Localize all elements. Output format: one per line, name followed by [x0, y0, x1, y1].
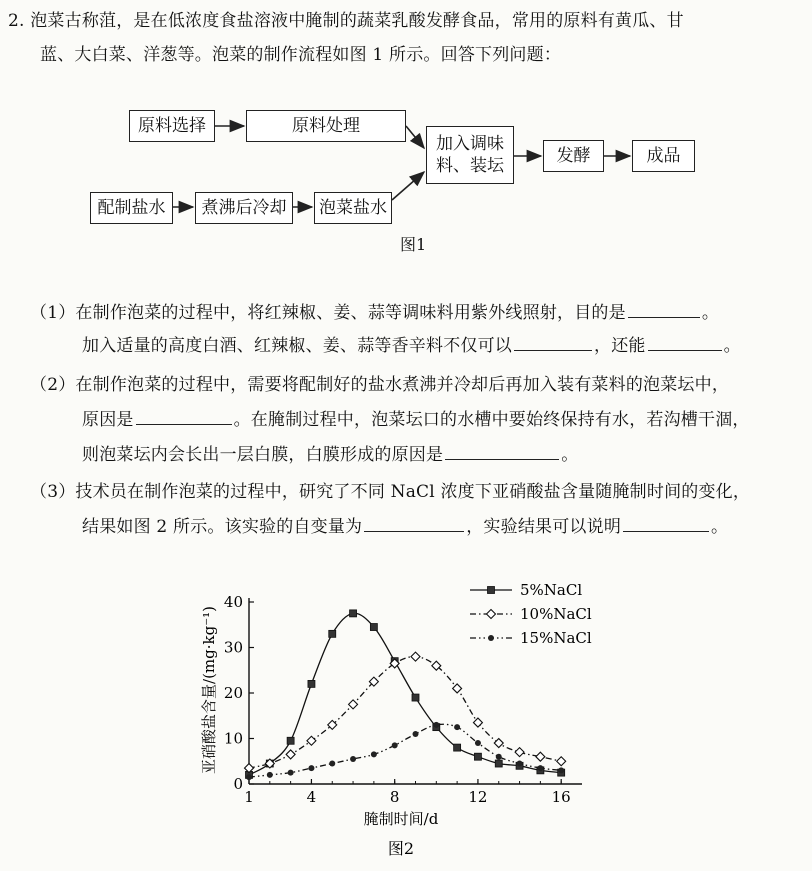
- q2-end: 。: [561, 445, 579, 465]
- data-point-10pct: [411, 652, 420, 661]
- q2-text-3: 则泡菜坛内会长出一层白膜，白膜形成的原因是: [82, 445, 444, 465]
- data-point-10pct: [494, 739, 503, 748]
- data-point-15pct: [433, 722, 439, 728]
- data-point-5pct: [329, 630, 336, 637]
- x-tick-label: 8: [389, 788, 400, 806]
- data-point-15pct: [246, 774, 252, 780]
- y-tick-label: 40: [223, 593, 243, 611]
- answer-blank-5[interactable]: [445, 445, 559, 460]
- x-tick-label: 12: [468, 788, 488, 806]
- x-tick-label: 1: [244, 788, 254, 806]
- data-point-5pct: [308, 680, 315, 687]
- x-tick-label: 16: [551, 788, 571, 806]
- answer-blank-7[interactable]: [623, 517, 709, 532]
- data-point-15pct: [558, 767, 564, 773]
- data-point-15pct: [496, 754, 502, 760]
- figure-1-caption: 图1: [400, 235, 427, 254]
- q1-text-2: 加入适量的高度白酒、红辣椒、姜、蒜等香辛料不仅可以: [82, 336, 512, 356]
- data-point-15pct: [329, 761, 335, 767]
- chart-axes: [224, 593, 582, 806]
- data-point-10pct: [286, 750, 295, 759]
- flow-box-pickle-brine: 泡菜盐水: [314, 192, 392, 224]
- data-point-15pct: [371, 751, 377, 757]
- data-point-5pct: [350, 610, 357, 617]
- data-point-10pct: [557, 757, 566, 766]
- answer-blank-2[interactable]: [514, 336, 592, 351]
- chart-x-axis-label: 腌制时间/d: [363, 810, 439, 828]
- q1-text-3: ，还能: [594, 336, 646, 356]
- data-point-15pct: [537, 765, 543, 771]
- legend-label: 10%NaCl: [520, 605, 592, 623]
- y-tick-label: 20: [223, 684, 243, 702]
- q1-end-2: 。: [723, 336, 741, 356]
- q3-line-1: （3）技术员在制作泡菜的过程中，研究了不同 NaCl 浓度下亚硝酸盐含量随腌制时间的变化，: [30, 482, 751, 502]
- data-point-15pct: [308, 765, 314, 771]
- legend-label: 5%NaCl: [520, 581, 583, 599]
- flow-box-raw-process: 原料处理: [246, 110, 406, 142]
- data-point-10pct: [536, 752, 545, 761]
- q2-line-2: [82, 405, 750, 430]
- data-point-10pct: [349, 700, 358, 709]
- q2-text-1: 原因是: [82, 410, 134, 430]
- q3-text-2: ，实验结果可以说明: [466, 517, 622, 537]
- y-tick-label: 30: [223, 638, 243, 657]
- answer-blank-1[interactable]: [628, 303, 700, 318]
- flow-box-brine-prepare: 配制盐水: [90, 192, 173, 224]
- data-point-15pct: [350, 756, 356, 762]
- flow-box-product: 成品: [632, 140, 695, 172]
- q2-line-3: [82, 440, 578, 465]
- data-point-15pct: [454, 724, 460, 730]
- q2-text-2: 。在腌制过程中，泡菜坛口的水槽中要始终保持有水，若沟槽干涸，: [233, 410, 750, 430]
- chart-legend: [470, 581, 592, 647]
- q1-line-2: [82, 331, 741, 356]
- data-point-15pct: [267, 772, 273, 778]
- y-tick-label: 0: [233, 775, 243, 793]
- answer-blank-4[interactable]: [136, 410, 232, 425]
- data-point-15pct: [488, 635, 494, 641]
- flow-box-raw-select: 原料选择: [129, 110, 215, 142]
- y-tick-label: 10: [223, 729, 243, 748]
- data-point-10pct: [453, 684, 462, 693]
- data-point-5pct: [287, 737, 294, 744]
- q1-line-1: [30, 298, 719, 323]
- data-point-5pct: [488, 587, 495, 594]
- q3-end: 。: [711, 517, 729, 537]
- q1-end-1: 。: [701, 303, 720, 323]
- data-point-5pct: [454, 744, 461, 751]
- data-point-5pct: [370, 624, 377, 631]
- q1-text-1: （1）在制作泡菜的过程中，将红辣椒、姜、蒜等调味料用紫外线照射，目的是: [30, 303, 626, 323]
- flow-box-add-seasoning-line-1: 加入调味: [436, 134, 504, 154]
- q3-line-2: [82, 512, 728, 537]
- figure-2-caption: 图2: [387, 839, 415, 858]
- chart-series: [245, 610, 566, 780]
- question-number: 2.: [8, 11, 25, 31]
- data-point-10pct: [307, 736, 316, 745]
- x-tick-label: 4: [306, 788, 317, 806]
- data-point-15pct: [288, 770, 294, 776]
- data-point-10pct: [473, 718, 482, 727]
- answer-blank-6[interactable]: [364, 517, 464, 532]
- data-point-5pct: [474, 753, 481, 760]
- flow-box-add-seasoning: [426, 126, 514, 184]
- data-point-15pct: [475, 740, 481, 746]
- data-point-5pct: [495, 760, 502, 767]
- data-point-5pct: [412, 694, 419, 701]
- flow-box-ferment: 发酵: [543, 140, 604, 172]
- chart-y-axis-label: 亚硝酸盐含量/(mg·kg⁻¹): [200, 606, 218, 774]
- data-point-15pct: [413, 731, 419, 737]
- question-intro-line-2: 蓝、大白菜、洋葱等。泡菜的制作流程如图 1 所示。回答下列问题：: [40, 45, 562, 65]
- flow-box-add-seasoning-line-2: 料、装坛: [436, 156, 504, 176]
- data-point-10pct: [515, 748, 524, 757]
- data-point-10pct: [487, 610, 496, 619]
- q3-text-1: 结果如图 2 所示。该实验的自变量为: [82, 517, 363, 537]
- question-intro-text: 泡菜古称菹，是在低浓度食盐溶液中腌制的蔬菜乳酸发酵食品，常用的原料有黄瓜、甘: [30, 11, 684, 31]
- q2-line-1: （2）在制作泡菜的过程中，需要将配制好的盐水煮沸并冷却后再加入装有菜料的泡菜坛中，: [30, 375, 730, 395]
- data-point-15pct: [392, 742, 398, 748]
- nitrite-chart: [190, 578, 620, 868]
- data-point-15pct: [517, 761, 523, 767]
- flow-box-boil-cool: 煮沸后冷却: [195, 192, 293, 224]
- legend-label: 15%NaCl: [520, 629, 592, 647]
- series-line-2: [249, 657, 561, 769]
- answer-blank-3[interactable]: [648, 336, 722, 351]
